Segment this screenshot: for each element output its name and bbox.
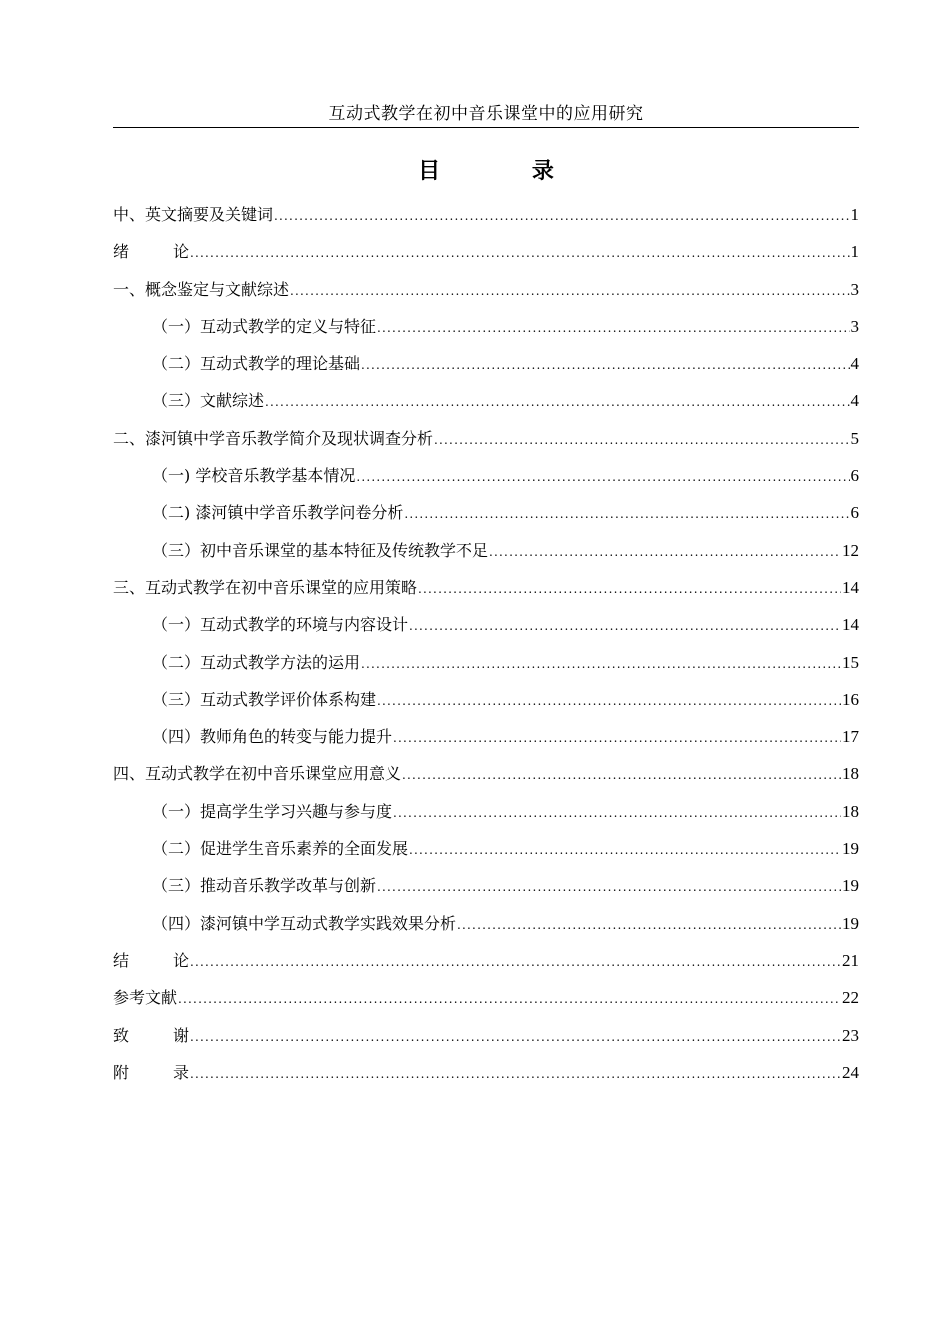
toc-dot-leader [393, 799, 841, 827]
toc-entry[interactable] [113, 686, 859, 723]
toc-page-number: 18 [842, 801, 859, 821]
toc-dot-leader [190, 239, 850, 267]
toc-entry[interactable] [113, 313, 859, 350]
toc-page-number: 4 [850, 391, 859, 411]
toc-dot-leader [265, 388, 849, 416]
toc-entry-label: （一）互动式教学的定义与特征 [152, 316, 377, 336]
toc-page-number: 23 [842, 1025, 859, 1045]
toc-page-number: 3 [850, 316, 859, 336]
toc-entry-label: （一）提高学生学习兴趣与参与度 [152, 801, 393, 821]
toc-entry-label: （三）互动式教学评价体系构建 [152, 689, 377, 709]
toc-entry[interactable] [113, 350, 859, 387]
toc-entry-label: 三、互动式教学在初中音乐课堂的应用策略 [113, 577, 418, 597]
toc-entry[interactable] [113, 947, 859, 984]
toc-entry[interactable] [113, 872, 859, 909]
toc-entry-label: （四）教师角色的转变与能力提升 [152, 727, 393, 747]
toc-page-number: 1 [850, 242, 859, 262]
toc-dot-leader [409, 612, 841, 640]
toc-entry[interactable] [113, 276, 859, 313]
toc-page-number: 19 [842, 876, 859, 896]
toc-entry[interactable] [113, 798, 859, 835]
toc-entry-label: （二) 漆河镇中学音乐教学问卷分析 [152, 503, 404, 523]
toc-entry-label: 一、概念鉴定与文献综述 [113, 279, 290, 299]
toc-dot-leader [178, 985, 841, 1013]
toc-dot-leader [377, 873, 841, 901]
table-of-contents [113, 201, 859, 1096]
toc-dot-leader [190, 1023, 841, 1051]
toc-page-number: 5 [850, 428, 859, 448]
running-header: 互动式教学在初中音乐课堂中的应用研究 [328, 104, 644, 124]
toc-dot-leader [418, 575, 841, 603]
toc-entry[interactable] [113, 910, 859, 947]
toc-entry-label: （一）互动式教学的环境与内容设计 [152, 615, 409, 635]
toc-entry-label: （一) 学校音乐教学基本情况 [152, 466, 356, 486]
toc-entry-label: （二）促进学生音乐素养的全面发展 [152, 839, 409, 859]
toc-dot-leader [409, 836, 841, 864]
toc-entry[interactable] [113, 574, 859, 611]
toc-entry[interactable] [113, 649, 859, 686]
toc-dot-leader [404, 500, 849, 528]
toc-dot-leader [190, 948, 841, 976]
toc-entry-label: 中、英文摘要及关键词 [113, 205, 274, 224]
toc-dot-leader [489, 538, 841, 566]
toc-entry-label: （三）初中音乐课堂的基本特征及传统教学不足 [152, 540, 489, 560]
toc-entry-label: （二）互动式教学方法的运用 [152, 652, 361, 672]
toc-entry[interactable] [113, 723, 859, 760]
toc-dot-leader [361, 351, 849, 379]
toc-entry[interactable] [113, 499, 859, 536]
toc-entry[interactable] [113, 835, 859, 872]
header-rule [113, 127, 859, 128]
toc-page-number: 15 [842, 652, 859, 672]
toc-page-number: 16 [842, 689, 859, 709]
toc-page-number: 14 [842, 577, 859, 597]
toc-entry[interactable] [113, 387, 859, 424]
toc-entry-label: 参考文献 [113, 988, 178, 1008]
toc-dot-leader [393, 724, 841, 752]
toc-entry[interactable] [113, 201, 859, 238]
toc-entry[interactable] [113, 238, 859, 275]
toc-entry[interactable] [113, 760, 859, 797]
toc-dot-leader [434, 426, 849, 454]
toc-entry-label: （二）互动式教学的理论基础 [152, 354, 361, 374]
toc-entry-label: 附 录 [113, 1062, 189, 1082]
toc-entry[interactable] [113, 984, 859, 1021]
toc-dot-leader [402, 761, 841, 789]
toc-page-number: 19 [842, 839, 859, 859]
toc-entry[interactable] [113, 611, 859, 648]
toc-page-number: 17 [842, 727, 859, 747]
toc-page-number: 12 [842, 540, 859, 560]
toc-dot-leader [274, 202, 849, 230]
toc-page-number: 24 [842, 1062, 859, 1082]
toc-dot-leader [190, 1060, 841, 1088]
toc-dot-leader [356, 463, 849, 491]
toc-entry-label: 绪 论 [113, 242, 189, 262]
toc-entry-label: （三）文献综述 [152, 391, 265, 411]
toc-page-number: 3 [850, 279, 859, 299]
toc-entry[interactable] [113, 425, 859, 462]
toc-entry-label: 四、互动式教学在初中音乐课堂应用意义 [113, 764, 402, 784]
toc-page-number: 19 [842, 913, 859, 933]
toc-entry-label: （四）漆河镇中学互动式教学实践效果分析 [152, 913, 457, 933]
toc-page-number: 21 [842, 950, 859, 970]
toc-entry-label: （三）推动音乐教学改革与创新 [152, 876, 377, 896]
toc-title: 目 录 [418, 158, 596, 184]
toc-entry-label: 结 论 [113, 950, 189, 970]
toc-entry-label: 二、漆河镇中学音乐教学简介及现状调查分析 [113, 428, 434, 448]
toc-dot-leader [377, 687, 841, 715]
toc-dot-leader [290, 277, 849, 305]
toc-dot-leader [377, 314, 849, 342]
toc-page-number: 6 [850, 503, 859, 523]
toc-dot-leader [361, 650, 841, 678]
toc-page-number: 14 [842, 615, 859, 635]
toc-dot-leader [457, 911, 841, 939]
toc-page-number: 6 [850, 466, 859, 486]
toc-page-number: 18 [842, 764, 859, 784]
toc-page-number: 22 [842, 988, 859, 1008]
toc-entry[interactable] [113, 1022, 859, 1059]
toc-entry[interactable] [113, 1059, 859, 1096]
toc-entry[interactable] [113, 537, 859, 574]
toc-page-number: 1 [850, 205, 859, 224]
toc-page-number: 4 [850, 354, 859, 374]
toc-entry[interactable] [113, 462, 859, 499]
toc-entry-label: 致 谢 [113, 1025, 189, 1045]
